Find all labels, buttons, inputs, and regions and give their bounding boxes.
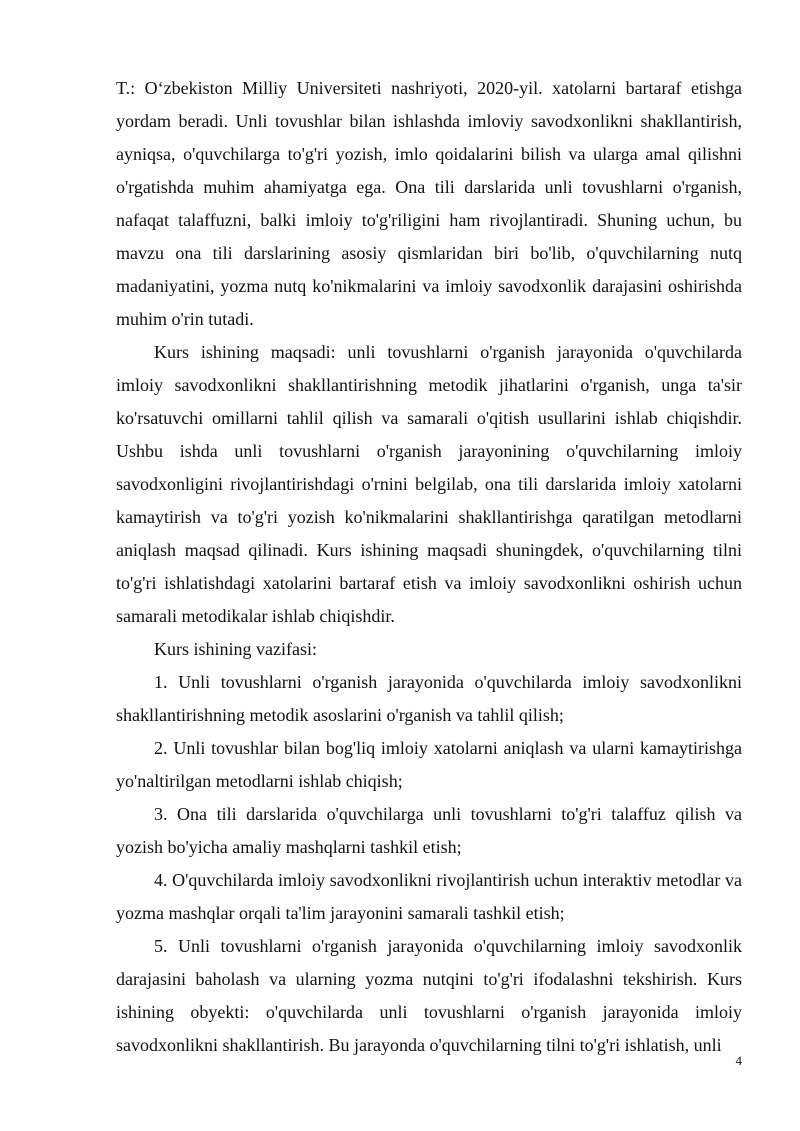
- task-item-1: 1. Unli tovushlarni o'rganish jarayonida o'quvchilarda imloiy savodxonlikni shakllantirishning metodik asoslarini o'rganish va tahlil qilish;: [116, 672, 742, 725]
- page-number: 4: [735, 1053, 742, 1068]
- document-page: [116, 72, 742, 1062]
- task-item-4: 4. O'quvchilarda imloiy savodxonlikni rivojlantirish uchun interaktiv metodlar va yozma mashqlar orqali ta'lim jarayonini samarali tashkil etish;: [116, 870, 742, 923]
- task-item-5: 5. Unli tovushlarni o'rganish jarayonida o'quvchilarning imloiy savodxonlik darajasini baholash va ularning yozma nutqini to'g'ri ifodalashni tekshirish. Kurs ishining obyekti: o'quvchilarda unli tovushlarni o'rganish jarayonida imloiy savodxonlikni shakllantirish. Bu jarayonda o'quvchilarning tilni to'g'ri ishlatish, unli: [116, 936, 742, 1055]
- paragraph-goal: Kurs ishining maqsadi: unli tovushlarni o'rganish jarayonida o'quvchilarda imloiy savodxonlikni shakllantirishning metodik jihatlarini o'rganish, unga ta'sir ko'rsatuvchi omillarni tahlil qilish va samarali o'qitish usullarini ishlab chiqishdir. Ushbu ishda unli tovushlarni o'rganish jarayonining o'quvchilarning imloiy savodxonligini rivojlantirishdagi o'rnini belgilab, ona tili darslarida imloiy xatolarni kamaytirish va to'g'ri yozish ko'nikmalarini shakllantirishga qaratilgan metodlarni aniqlash maqsad qilinadi. Kurs ishining maqsadi shuningdek, o'quvchilarning tilni to'g'ri ishlatishdagi xatolarini bartaraf etish va imloiy savodxonlikni oshirish uchun samarali metodikalar ishlab chiqishdir.: [116, 342, 742, 626]
- paragraph-intro: T.: O‘zbekiston Milliy Universiteti nashriyoti, 2020-yil. xatolarni bartaraf etishga yordam beradi. Unli tovushlar bilan ishlashda imloviy savodxonlikni shakllantirish, ayniqsa, o'quvchilarga to'g'ri yozish, imlo qoidalarini bilish va ularga amal qilishni o'rgatishda muhim ahamiyatga ega. Ona tili darslarida unli tovushlarni o'rganish, nafaqat talaffuzni, balki imloiy to'g'riligini ham rivojlantiradi. Shuning uchun, bu mavzu ona tili darslarining asosiy qismlaridan biri bo'lib, o'quvchilarning nutq madaniyatini, yozma nutq ko'nikmalarini va imloiy savodxonlik darajasini oshirishda muhim o'rin tutadi.: [116, 78, 742, 329]
- paragraph-tasks-heading: Kurs ishining vazifasi:: [154, 639, 317, 659]
- task-item-3: 3. Ona tili darslarida o'quvchilarga unli tovushlarni to'g'ri talaffuz qilish va yozish bo'yicha amaliy mashqlarni tashkil etish;: [116, 804, 742, 857]
- task-item-2: 2. Unli tovushlar bilan bog'liq imloiy xatolarni aniqlash va ularni kamaytirishga yo'naltirilgan metodlarni ishlab chiqish;: [116, 738, 742, 791]
